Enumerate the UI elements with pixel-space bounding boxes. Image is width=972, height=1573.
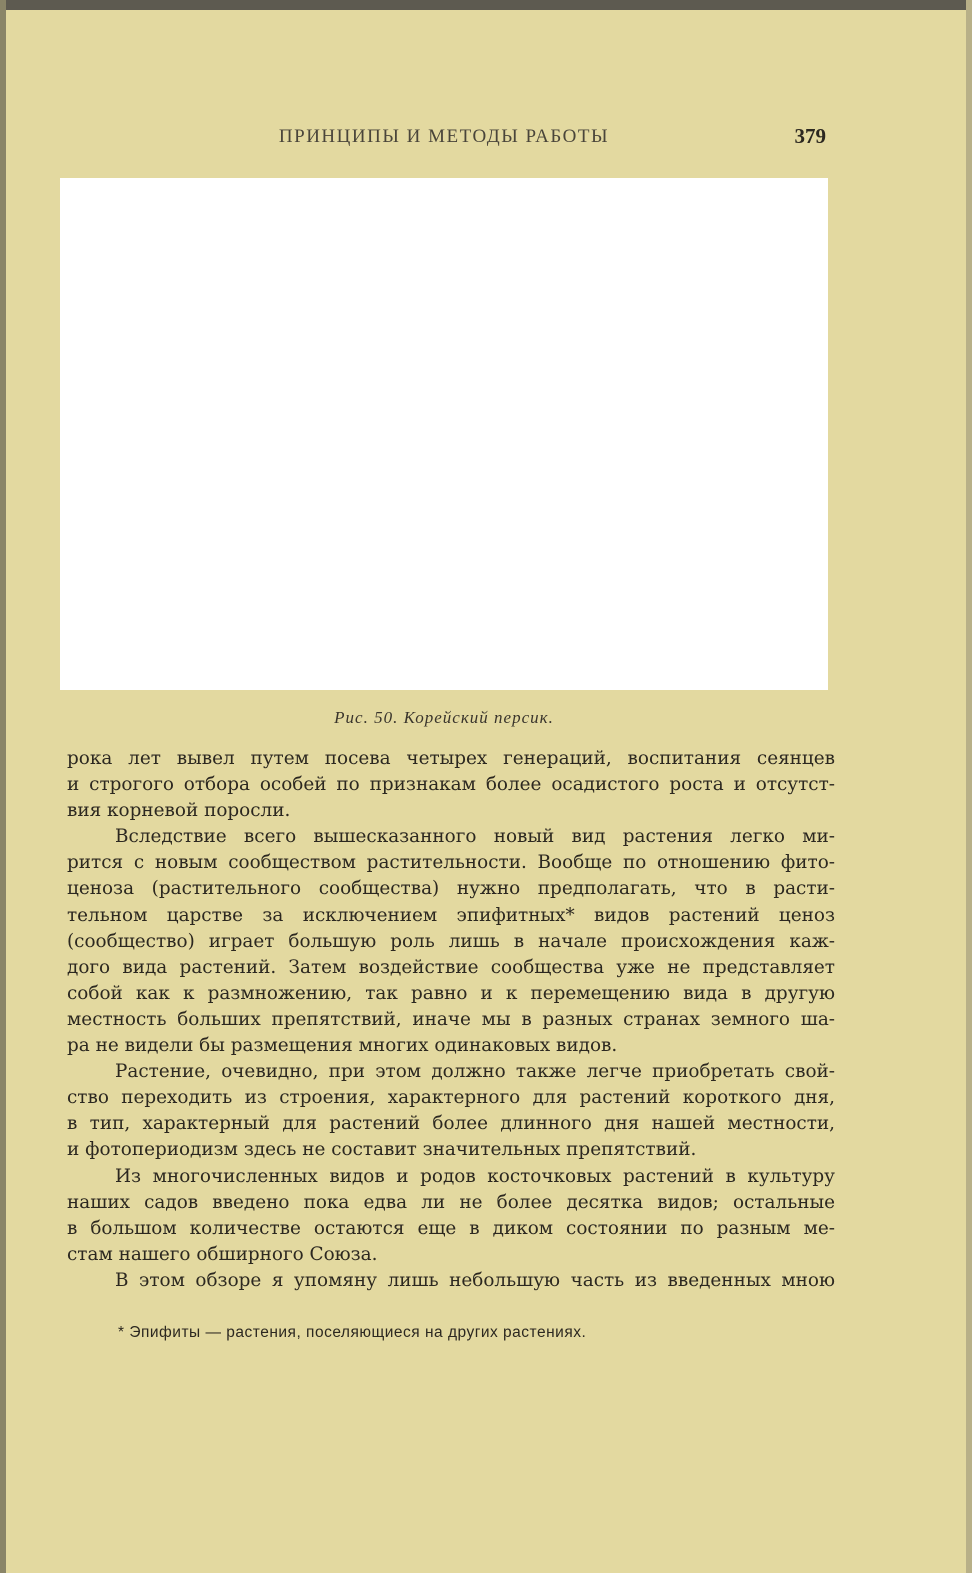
text-line: дого вида растений. Затем воздействие сообщества уже не представляет	[67, 956, 835, 978]
page-left-edge	[0, 0, 6, 1573]
text-line: В этом обзоре я упомяну лишь небольшую часть из введенных мною	[115, 1269, 835, 1291]
text-line: ра не видели бы размещения многих одинаковых видов.	[67, 1035, 618, 1057]
text-line: Из многочисленных видов и родов косточковых растений в культуру	[115, 1165, 835, 1187]
text-line: и фотопериодизм здесь не составит значительных препятствий.	[67, 1139, 697, 1161]
text-line: в большом количестве остаются еще в диком состоянии по разным ме-	[67, 1217, 835, 1239]
text-line: рится с новым сообществом растительности. Вообще по отношению фито-	[67, 852, 835, 874]
text-line: ство переходить из строения, характерного для растений короткого дня,	[67, 1087, 835, 1109]
text-line: Растение, очевидно, при этом должно также легче приобретать свой-	[115, 1061, 835, 1083]
text-line: Вследствие всего вышесказанного новый вид растения легко ми-	[115, 826, 835, 848]
page-right-edge	[966, 0, 972, 1573]
figure-caption: Рис. 50. Корейский персик.	[334, 708, 554, 727]
text-line: собой как к размножению, так равно и к перемещению вида в другую	[67, 982, 835, 1004]
body-text	[67, 746, 835, 1294]
figure-image-placeholder	[60, 178, 828, 690]
running-title: ПРИНЦИПЫ И МЕТОДЫ РАБОТЫ	[278, 126, 610, 147]
text-line: вия корневой поросли.	[67, 800, 291, 822]
text-line: тельном царстве за исключением эпифитных* видов растений ценоз	[67, 904, 835, 926]
footnote: * Эпифиты — растения, поселяющиеся на других растениях.	[118, 1324, 587, 1341]
text-line: и строгого отбора особей по признакам более осадистого роста и отсутст-	[67, 774, 835, 796]
text-line: местность больших препятствий, иначе мы в разных странах земного ша-	[67, 1008, 835, 1030]
text-line: рока лет вывел путем посева четырех генераций, воспитания сеянцев	[67, 748, 835, 769]
text-line: ценоза (растительного сообщества) нужно предполагать, что в расти-	[67, 878, 835, 900]
text-line: в тип, характерный для растений более длинного дня нашей местности,	[67, 1113, 835, 1135]
text-line: стам нашего обширного Союза.	[67, 1243, 378, 1265]
running-head	[60, 126, 828, 156]
page-number: 379	[794, 124, 826, 148]
text-line: наших садов введено пока едва ли не более десятка видов; остальные	[67, 1191, 835, 1213]
text-line: (сообщество) играет большую роль лишь в начале происхождения каж-	[67, 930, 835, 952]
page-top-edge	[0, 0, 972, 10]
